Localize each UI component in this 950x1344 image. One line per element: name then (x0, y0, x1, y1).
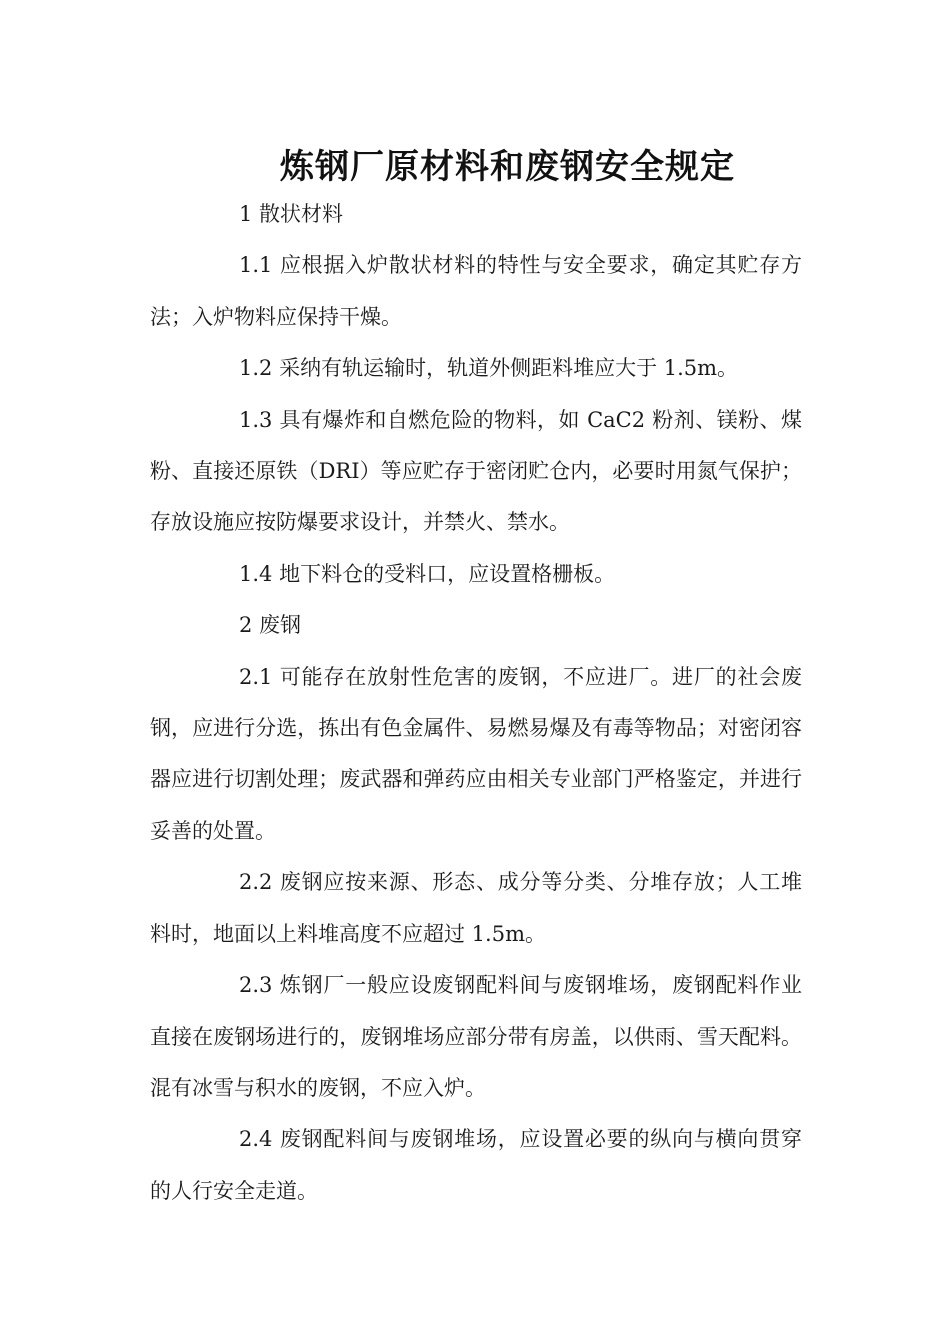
paragraph: 1.3 具有爆炸和自燃危险的物料，如 CaC2 粉剂、镁粉、煤粉、直接还原铁（DRI）等应贮存于密闭贮仓内，必要时用氮气保护；存放设施应按防爆要求设计，并禁火、禁水。 (150, 407, 802, 535)
paragraph: 1.4 地下料仓的受料口，应设置格栅板。 (239, 561, 616, 586)
paragraph: 2.4 废钢配料间与废钢堆场，应设置必要的纵向与横向贯穿的人行安全走道。 (150, 1127, 802, 1203)
paragraph: 2.2 废钢应按来源、形态、成分等分类、分堆存放；人工堆料时，地面以上料堆高度不应超过 1.5m。 (150, 870, 802, 946)
paragraph: 1.2 采纳有轨运输时，轨道外侧距料堆应大于 1.5m。 (239, 356, 739, 381)
section-heading: 1 散状材料 (239, 202, 344, 226)
paragraph: 2.1 可能存在放射性危害的废钢，不应进厂。进厂的社会废钢，应进行分选，拣出有色金属件、易燃易爆及有毒等物品；对密闭容器应进行切割处理；废武器和弹药应由相关专业部门严格鉴定，并进行妥善的处置。 (150, 664, 802, 843)
paragraph: 2.3 炼钢厂一般应设废钢配料间与废钢堆场，废钢配料作业直接在废钢场进行的，废钢堆场应部分带有房盖，以供雨、雪天配料。混有冰雪与积水的废钢，不应入炉。 (150, 973, 802, 1100)
document-body (150, 189, 802, 1217)
paragraph: 1.1 应根据入炉散状材料的特性与安全要求，确定其贮存方法；入炉物料应保持干燥。 (150, 253, 802, 329)
section-heading: 2 废钢 (239, 613, 302, 638)
document-title: 炼钢厂原材料和废钢安全规定 (280, 146, 735, 187)
